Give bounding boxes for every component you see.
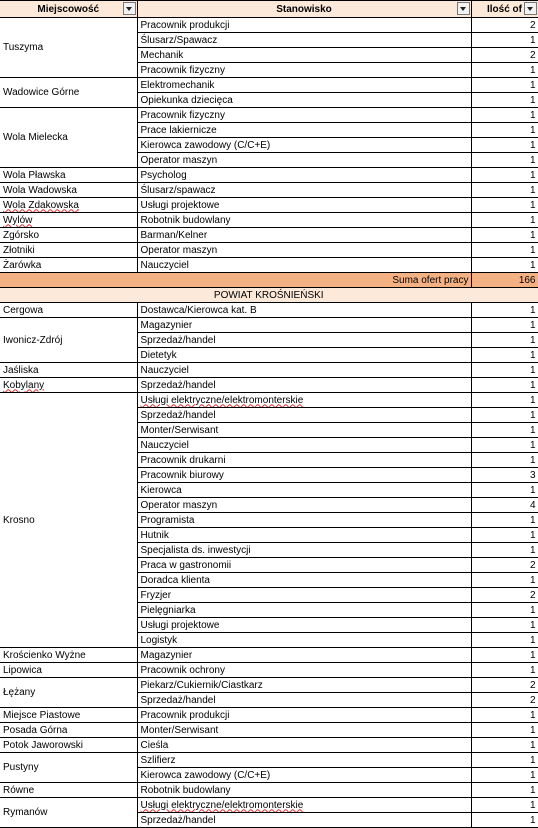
count-cell[interactable]: 1	[471, 603, 538, 618]
count-cell[interactable]: 1	[471, 738, 538, 753]
count-cell[interactable]: 1	[471, 783, 538, 798]
town-cell[interactable]: Złotniki	[0, 243, 137, 258]
count-cell[interactable]: 1	[471, 393, 538, 408]
table-row	[0, 228, 538, 243]
position-cell[interactable]: Ślusarz/Spawacz	[137, 33, 471, 48]
position-cell[interactable]: Dietetyk	[137, 348, 471, 363]
position-cell[interactable]: Pracownik fizyczny	[137, 108, 471, 123]
position-cell[interactable]: Prace lakiernicze	[137, 123, 471, 138]
header-row	[0, 1, 538, 18]
position-cell[interactable]: Kierowca zawodowy (C/C+E)	[137, 768, 471, 783]
count-cell[interactable]: 1	[471, 333, 538, 348]
count-cell[interactable]: 1	[471, 318, 538, 333]
position-cell[interactable]: Sprzedaż/handel	[137, 693, 471, 708]
town-cell[interactable]: Pustyny	[0, 753, 137, 783]
town-cell[interactable]: Kobylany	[0, 378, 137, 393]
position-cell[interactable]: Usługi elektryczne/elektromonterskie	[137, 798, 471, 813]
count-cell[interactable]: 1	[471, 63, 538, 78]
table-row	[0, 78, 538, 93]
powiat-title-cell[interactable]: POWIAT KROŚNIEŃSKI	[0, 288, 538, 303]
position-cell[interactable]: Cieśla	[137, 738, 471, 753]
town-cell[interactable]: Cergowa	[0, 303, 137, 318]
count-cell[interactable]: 1	[471, 303, 538, 318]
position-cell[interactable]: Elektromechanik	[137, 78, 471, 93]
count-cell[interactable]: 4	[471, 498, 538, 513]
town-cell[interactable]: Żarówka	[0, 258, 137, 273]
count-cell[interactable]: 1	[471, 543, 538, 558]
sum-label-cell[interactable]: Suma ofert pracy	[0, 273, 471, 288]
table-row	[0, 243, 538, 258]
header-stanowisko[interactable]: Stanowisko	[137, 1, 471, 18]
count-cell[interactable]: 1	[471, 228, 538, 243]
position-cell[interactable]: Szlifierz	[137, 753, 471, 768]
position-cell[interactable]: Usługi projektowe	[137, 198, 471, 213]
count-cell[interactable]: 2	[471, 48, 538, 63]
position-cell[interactable]: Pielęgniarka	[137, 603, 471, 618]
table-row	[0, 663, 538, 678]
filter-dropdown-icon[interactable]	[524, 2, 537, 15]
count-cell[interactable]: 1	[471, 213, 538, 228]
powiat-row	[0, 288, 538, 303]
count-cell[interactable]: 2	[471, 678, 538, 693]
position-cell[interactable]: Barman/Kelner	[137, 228, 471, 243]
town-cell[interactable]: Wylów	[0, 213, 137, 228]
table-row	[0, 738, 538, 753]
position-cell[interactable]: Pracownik ochrony	[137, 663, 471, 678]
count-cell[interactable]: 1	[471, 33, 538, 48]
table-row	[0, 648, 538, 663]
count-cell[interactable]: 1	[471, 513, 538, 528]
table-row	[0, 183, 538, 198]
position-cell[interactable]: Pracownik produkcji	[137, 708, 471, 723]
position-cell[interactable]: Programista	[137, 513, 471, 528]
town-cell[interactable]: Jaśliska	[0, 363, 137, 378]
count-cell[interactable]: 1	[471, 453, 538, 468]
town-cell[interactable]: Zgórsko	[0, 228, 137, 243]
count-cell[interactable]: 1	[471, 348, 538, 363]
table-row	[0, 168, 538, 183]
position-cell[interactable]: Logistyk	[137, 633, 471, 648]
town-cell[interactable]: Wola Mielecka	[0, 108, 137, 168]
count-cell[interactable]: 1	[471, 483, 538, 498]
position-cell[interactable]: Ślusarz/spawacz	[137, 183, 471, 198]
town-cell[interactable]: Wola Wadowska	[0, 183, 137, 198]
table-row	[0, 108, 538, 123]
table-row	[0, 18, 538, 33]
town-cell[interactable]: Krosno	[0, 393, 137, 648]
position-cell[interactable]: Nauczyciel	[137, 363, 471, 378]
town-cell[interactable]: Krościenko Wyżne	[0, 648, 137, 663]
position-cell[interactable]: Robotnik budowlany	[137, 783, 471, 798]
table-row	[0, 798, 538, 813]
position-cell[interactable]: Dostawca/Kierowca kat. B	[137, 303, 471, 318]
position-cell[interactable]: Usługi projektowe	[137, 618, 471, 633]
header-ilosc[interactable]: Ilość of	[471, 1, 538, 18]
position-cell[interactable]: Operator maszyn	[137, 498, 471, 513]
count-cell[interactable]: 1	[471, 408, 538, 423]
table-row	[0, 303, 538, 318]
count-cell[interactable]: 1	[471, 618, 538, 633]
position-cell[interactable]: Mechanik	[137, 48, 471, 63]
position-cell[interactable]: Magazynier	[137, 648, 471, 663]
town-cell[interactable]: Iwonicz-Zdrój	[0, 318, 137, 363]
count-cell[interactable]: 1	[471, 438, 538, 453]
position-cell[interactable]: Pracownik biurowy	[137, 468, 471, 483]
count-cell[interactable]: 1	[471, 153, 538, 168]
town-cell[interactable]: Posada Górna	[0, 723, 137, 738]
table-row	[0, 318, 538, 333]
town-cell[interactable]: Tuszyma	[0, 18, 137, 78]
count-cell[interactable]: 1	[471, 813, 538, 828]
table-row	[0, 723, 538, 738]
town-cell[interactable]: Równe	[0, 783, 137, 798]
town-cell[interactable]: Wola Pławska	[0, 168, 137, 183]
table-row	[0, 378, 538, 393]
town-cell[interactable]: Wadowice Górne	[0, 78, 137, 108]
sum-row	[0, 273, 538, 288]
position-cell[interactable]: Specjalista ds. inwestycji	[137, 543, 471, 558]
position-cell[interactable]: Pracownik produkcji	[137, 18, 471, 33]
position-cell[interactable]: Kierowca	[137, 483, 471, 498]
count-cell[interactable]: 1	[471, 243, 538, 258]
table-body-group1	[0, 18, 538, 273]
count-cell[interactable]: 1	[471, 723, 538, 738]
count-cell[interactable]: 1	[471, 663, 538, 678]
position-cell[interactable]: Operator maszyn	[137, 243, 471, 258]
position-cell[interactable]: Nauczyciel	[137, 258, 471, 273]
position-cell[interactable]: Sprzedaż/handel	[137, 813, 471, 828]
filter-dropdown-icon[interactable]	[123, 2, 136, 15]
position-cell[interactable]: Monter/Serwisant	[137, 423, 471, 438]
table-row	[0, 363, 538, 378]
position-cell[interactable]: Sprzedaż/handel	[137, 378, 471, 393]
count-cell[interactable]: 1	[471, 708, 538, 723]
position-cell[interactable]: Praca w gastronomii	[137, 558, 471, 573]
count-cell[interactable]: 1	[471, 183, 538, 198]
filter-dropdown-icon[interactable]	[457, 2, 470, 15]
count-cell[interactable]: 1	[471, 573, 538, 588]
table-row	[0, 753, 538, 768]
count-cell[interactable]: 2	[471, 588, 538, 603]
count-cell[interactable]: 1	[471, 78, 538, 93]
count-cell[interactable]: 1	[471, 258, 538, 273]
count-cell[interactable]: 1	[471, 633, 538, 648]
count-cell[interactable]: 3	[471, 468, 538, 483]
count-cell[interactable]: 1	[471, 198, 538, 213]
table-row	[0, 708, 538, 723]
position-cell[interactable]: Usługi elektryczne/elektromonterskie	[137, 393, 471, 408]
town-cell[interactable]: Rymanów	[0, 798, 137, 828]
count-cell[interactable]: 1	[471, 168, 538, 183]
table-row	[0, 198, 538, 213]
position-cell[interactable]: Pracownik drukarni	[137, 453, 471, 468]
position-cell[interactable]: Doradca klienta	[137, 573, 471, 588]
sum-value-cell[interactable]: 166	[471, 273, 538, 288]
town-cell[interactable]: Potok Jaworowski	[0, 738, 137, 753]
table-row	[0, 393, 538, 408]
position-cell[interactable]: Sprzedaż/handel	[137, 333, 471, 348]
count-cell[interactable]: 1	[471, 123, 538, 138]
position-cell[interactable]: Hutnik	[137, 528, 471, 543]
position-cell[interactable]: Magazynier	[137, 318, 471, 333]
count-cell[interactable]: 2	[471, 18, 538, 33]
table-row	[0, 783, 538, 798]
count-cell[interactable]: 1	[471, 108, 538, 123]
header-miejscowosc[interactable]: Miejscowość	[0, 1, 137, 18]
summary-section	[0, 273, 538, 303]
table-row	[0, 678, 538, 693]
count-cell[interactable]: 1	[471, 378, 538, 393]
count-cell[interactable]: 1	[471, 798, 538, 813]
position-cell[interactable]: Pracownik fizyczny	[137, 63, 471, 78]
count-cell[interactable]: 1	[471, 528, 538, 543]
position-cell[interactable]: Kierowca zawodowy (C/C+E)	[137, 138, 471, 153]
position-cell[interactable]: Nauczyciel	[137, 438, 471, 453]
position-cell[interactable]: Sprzedaż/handel	[137, 408, 471, 423]
count-cell[interactable]: 1	[471, 423, 538, 438]
position-cell[interactable]: Piekarz/Cukiernik/Ciastkarz	[137, 678, 471, 693]
count-cell[interactable]: 2	[471, 693, 538, 708]
count-cell[interactable]: 1	[471, 648, 538, 663]
position-cell[interactable]: Opiekunka dziecięca	[137, 93, 471, 108]
count-cell[interactable]: 2	[471, 558, 538, 573]
position-cell[interactable]: Psycholog	[137, 168, 471, 183]
town-cell[interactable]: Lipowica	[0, 663, 137, 678]
town-cell[interactable]: Łężany	[0, 678, 137, 708]
table-body-group2	[0, 303, 538, 828]
position-cell[interactable]: Robotnik budowlany	[137, 213, 471, 228]
town-cell[interactable]: Miejsce Piastowe	[0, 708, 137, 723]
count-cell[interactable]: 1	[471, 363, 538, 378]
town-cell[interactable]: Wola Zdakowska	[0, 198, 137, 213]
count-cell[interactable]: 1	[471, 93, 538, 108]
position-cell[interactable]: Monter/Serwisant	[137, 723, 471, 738]
count-cell[interactable]: 1	[471, 753, 538, 768]
count-cell[interactable]: 1	[471, 138, 538, 153]
position-cell[interactable]: Fryzjer	[137, 588, 471, 603]
table-row	[0, 258, 538, 273]
count-cell[interactable]: 1	[471, 768, 538, 783]
table-row	[0, 213, 538, 228]
position-cell[interactable]: Operator maszyn	[137, 153, 471, 168]
